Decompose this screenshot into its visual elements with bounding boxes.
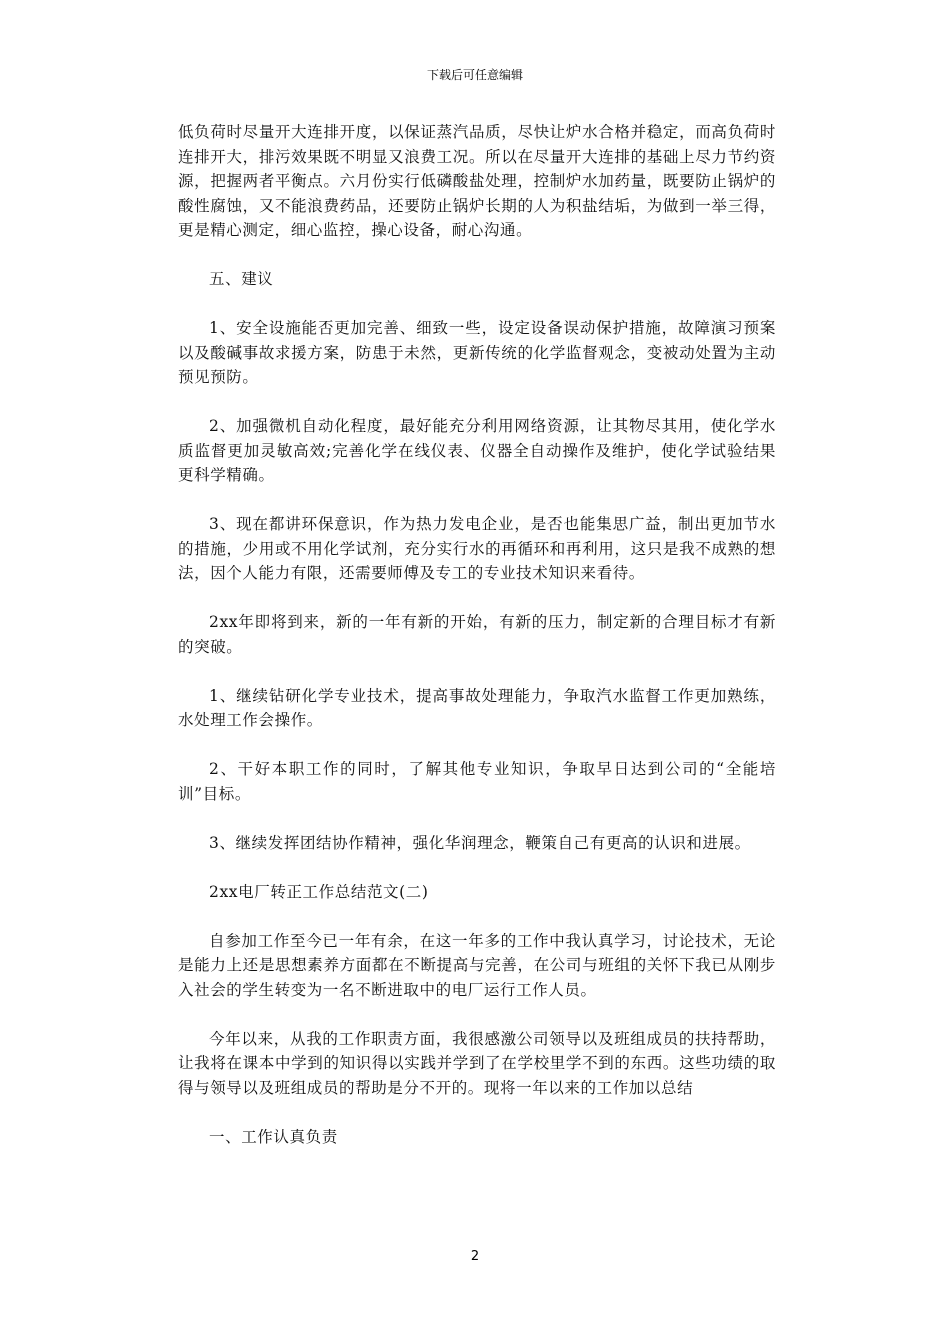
article-title-2: 2xx电厂转正工作总结范文(二) xyxy=(209,882,429,901)
paragraph-continuation: 低负荷时尽量开大连排开度，以保证蒸汽品质，尽快让炉水合格并稳定，而高负荷时连排开大，排污效果既不明显又浪费工况。所以在尽量开大连排的基础上尽力节约资源，把握两者平衡点。六月份实行低磷酸盐处理，控制炉水加药量，既要防止锅炉的酸性腐蚀，又不能浪费药品，还要防止锅炉长期的人为积盐结垢，为做到一举三得，更是精心测定，细心监控，操心设备，耐心沟通。 xyxy=(178,123,776,239)
goal-item-2: 2、干好本职工作的同时，了解其他专业知识，争取早日达到公司的“全能培训”目标。 xyxy=(178,760,776,803)
summary-paragraph: 今年以来，从我的工作职责方面，我很感激公司领导以及班组成员的扶持帮助，让我将在课本中学到的知识得以实践并学到了在学校里学不到的东西。这些功绩的取得与领导以及班组成员的帮助是分不开的。现将一年以来的工作加以总结 xyxy=(178,1029,776,1097)
suggestion-item-2: 2、加强微机自动化程度，最好能充分利用网络资源，让其物尽其用，使化学水质监督更加灵敏高效;完善化学在线仪表、仪器全自动操作及维护，使化学试验结果更科学精确。 xyxy=(178,417,776,484)
goal-item-1: 1、继续钻研化学专业技术，提高事故处理能力，争取汽水监督工作更加熟练，水处理工作会操作。 xyxy=(178,686,776,729)
new-year-intro: 2xx年即将到来，新的一年有新的开始，有新的压力，制定新的合理目标才有新的突破。 xyxy=(178,613,776,656)
document-body xyxy=(178,120,776,1149)
section-heading-suggestions: 五、建议 xyxy=(209,270,274,288)
section-heading-work: 一、工作认真负责 xyxy=(209,1127,338,1146)
suggestion-item-1: 1、安全设施能否更加完善、细致一些，设定设备误动保护措施，故障演习预案以及酸碱事故求援方案，防患于未然，更新传统的化学监督观念，变被动处置为主动预见预防。 xyxy=(178,319,776,386)
page-header: 下载后可任意编辑 xyxy=(426,68,523,82)
goal-item-3: 3、继续发挥团结协作精神，强化华润理念，鞭策自己有更高的认识和进展。 xyxy=(209,833,751,852)
page-number: 2 xyxy=(470,1249,480,1264)
suggestion-item-3: 3、现在都讲环保意识，作为热力发电企业，是否也能集思广益，制出更加节水的措施，少用或不用化学试剂，充分实行水的再循环和再利用，这只是我不成熟的想法，因个人能力有限，还需要师傅及专工的专业技术知识来看待。 xyxy=(178,515,776,582)
intro-paragraph: 自参加工作至今已一年有余，在这一年多的工作中我认真学习，讨论技术，无论是能力上还是思想素养方面都在不断提高与完善，在公司与班组的关怀下我已从刚步入社会的学生转变为一名不断进取中的电厂运行工作人员。 xyxy=(178,931,776,999)
